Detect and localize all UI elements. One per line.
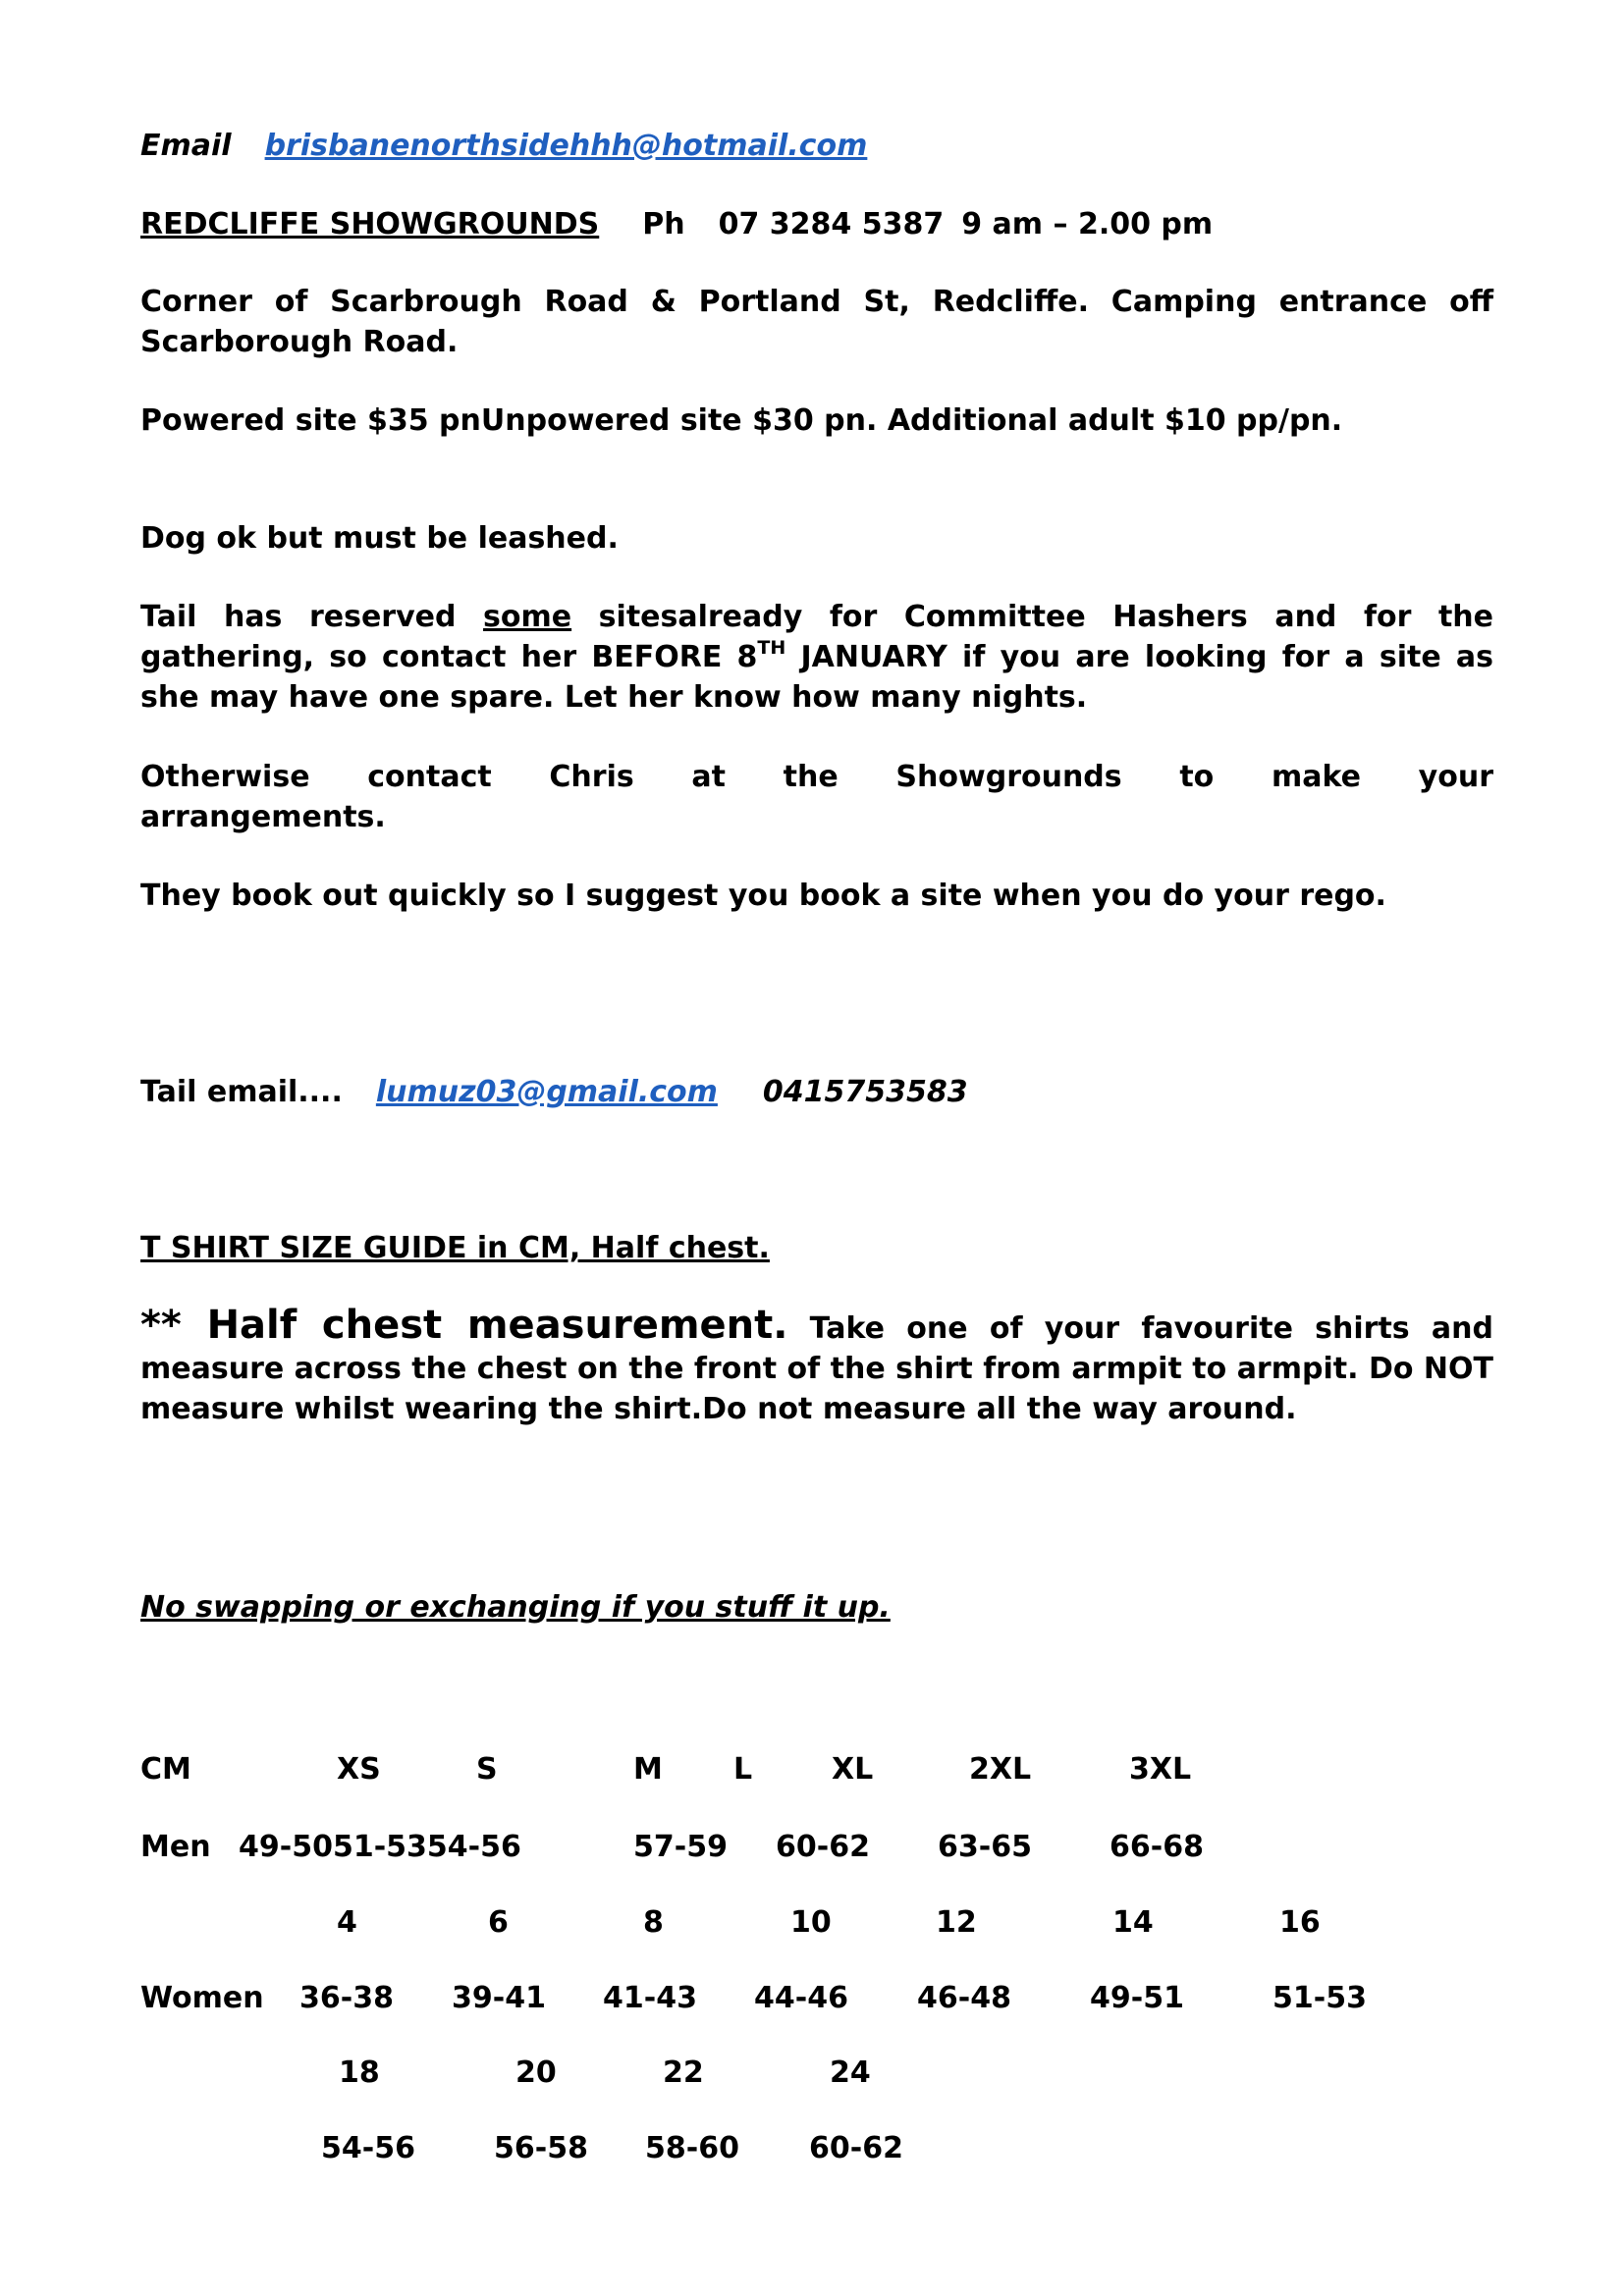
men-l: 57-59 xyxy=(633,1830,728,1864)
tail-phone: 0415753583 xyxy=(762,1075,968,1109)
otherwise-line-1: Otherwise contact Chris at the Showgrounds to make your xyxy=(140,760,1493,794)
booking-advice: They book out quickly so I suggest you book a site when you do your rego. xyxy=(140,879,1386,913)
women-4: 36-38 xyxy=(299,1981,394,2015)
tail-email-link[interactable]: lumuz03@gmail.com xyxy=(375,1075,718,1109)
venue-hours: 9 am – 2.00 pm xyxy=(961,207,1214,241)
women-20: 56-58 xyxy=(494,2131,588,2165)
women-10: 44-46 xyxy=(754,1981,848,2015)
women-size-12: 12 xyxy=(936,1905,977,1940)
site-pricing: Powered site $35 pnUnpowered site $30 pn. Additional adult $10 pp/pn. xyxy=(140,403,1343,438)
tail-reservation-note xyxy=(140,597,1493,718)
tail-contact-line xyxy=(140,1072,1493,1112)
women-label: Women xyxy=(140,1981,264,2015)
women-12: 46-48 xyxy=(917,1981,1011,2015)
size-guide-body: Take one of your favourite shirts and measure across the chest on the front of the shirt from armpit to armpit. Do NOT measure whilst wearing the shirt.Do not measure all the way around. xyxy=(140,1311,1493,1426)
size-3xl: 3XL xyxy=(1129,1752,1192,1787)
otherwise-line-2: arrangements. xyxy=(140,800,386,834)
women-size-8: 8 xyxy=(643,1905,664,1940)
men-2xl: 63-65 xyxy=(938,1830,1032,1864)
table-header-cm: CM xyxy=(140,1752,191,1787)
women-size-10: 10 xyxy=(790,1905,832,1940)
size-guide-instructions xyxy=(140,1303,1493,1429)
women-size-22: 22 xyxy=(663,2056,704,2090)
men-label: Men xyxy=(140,1830,211,1864)
size-m: M xyxy=(633,1752,663,1787)
phone-label: Ph xyxy=(642,207,685,241)
tail-contact-label: Tail email.... xyxy=(140,1075,343,1109)
tail-note-superscript: TH xyxy=(757,637,786,659)
venue-address: Corner of Scarbrough Road & Portland St, Redcliffe. Camping entrance off Scarborough Road. xyxy=(140,285,1493,359)
women-14: 49-51 xyxy=(1090,1981,1184,2015)
venue-name: REDCLIFFE SHOWGROUNDS xyxy=(140,207,600,241)
tail-note-part3: JANUARY if you are looking for a site as she may have one spare. Let her know how many nights. xyxy=(140,640,1493,715)
women-size-16: 16 xyxy=(1279,1905,1321,1940)
email-line xyxy=(140,126,1493,166)
women-18: 54-56 xyxy=(321,2131,415,2165)
men-xs-s-m: 49-5051-5354-56 xyxy=(239,1830,521,1864)
email-label: Email xyxy=(140,129,232,163)
tail-note-underlined: some xyxy=(483,600,572,634)
women-22: 58-60 xyxy=(645,2131,739,2165)
size-xl: XL xyxy=(832,1752,874,1787)
women-size-20: 20 xyxy=(515,2056,557,2090)
size-guide-heading: T SHIRT SIZE GUIDE in CM, Half chest. xyxy=(140,1231,770,1265)
women-size-18: 18 xyxy=(339,2056,380,2090)
women-size-4: 4 xyxy=(337,1905,357,1940)
size-s: S xyxy=(476,1752,498,1787)
women-size-6: 6 xyxy=(488,1905,509,1940)
size-xs: XS xyxy=(337,1752,381,1787)
women-24: 60-62 xyxy=(809,2131,903,2165)
women-16: 51-53 xyxy=(1272,1981,1367,2015)
women-8: 41-43 xyxy=(603,1981,697,2015)
women-size-24: 24 xyxy=(830,2056,871,2090)
tail-note-part2: sitesalready for Committee Hashers and for the gathering, so contact her BEFORE 8 xyxy=(140,600,1494,674)
men-xl: 60-62 xyxy=(776,1830,870,1864)
women-6: 39-41 xyxy=(452,1981,546,2015)
no-swap-warning: No swapping or exchanging if you stuff it up. xyxy=(140,1590,891,1625)
men-3xl: 66-68 xyxy=(1110,1830,1204,1864)
dog-policy: Dog ok but must be leashed. xyxy=(140,521,619,556)
size-l: L xyxy=(733,1752,753,1787)
club-email-link[interactable]: brisbanenorthsidehhh@hotmail.com xyxy=(264,129,868,163)
venue-phone: 07 3284 5387 xyxy=(718,207,945,241)
venue-heading-line xyxy=(140,204,1493,244)
tail-note-part1: Tail has reserved xyxy=(140,600,484,634)
women-size-14: 14 xyxy=(1112,1905,1154,1940)
size-guide-lead: ** Half chest measurement. xyxy=(140,1303,788,1348)
size-2xl: 2XL xyxy=(969,1752,1032,1787)
